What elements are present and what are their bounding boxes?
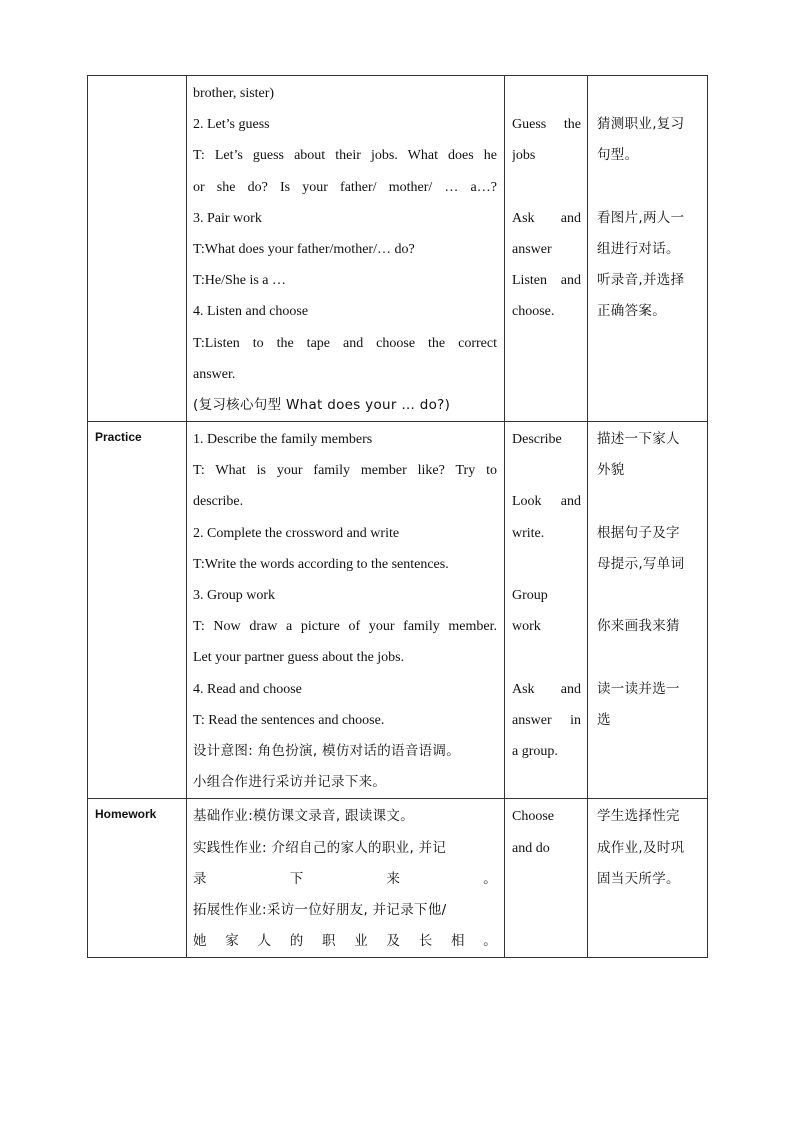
process-line: T: Let’s guess about their jobs. What does he: [193, 148, 497, 164]
process-line: 1. Describe the family members: [193, 432, 373, 448]
activity-line: work: [512, 619, 541, 635]
aim-line: 选: [597, 711, 611, 728]
aim-cell: [588, 422, 708, 799]
activity-line: answer in: [512, 712, 581, 728]
process-line: 3. Pair work: [193, 210, 262, 226]
activity-cell: [505, 76, 588, 422]
lesson-plan-table: [87, 75, 708, 958]
process-cell: [187, 422, 505, 799]
aim-line: [597, 390, 701, 421]
activity-line: Look and: [512, 494, 581, 510]
aim-line: 学生选择性完: [597, 808, 680, 825]
process-line: T: Read the sentences and choose.: [193, 712, 385, 728]
aim-line: [597, 359, 701, 390]
activity-line: [512, 390, 581, 421]
process-line: T:What does your father/mother/… do?: [193, 241, 415, 257]
process-line: 她家人的职业及长相。: [193, 933, 497, 950]
activity-line: Group: [512, 588, 548, 603]
aim-line: [597, 172, 701, 203]
aim-line: 成作业,及时巩: [597, 839, 685, 856]
process-line: 基础作业:模仿课文录音, 跟读课文。: [193, 808, 415, 825]
activity-line: [512, 359, 581, 390]
activity-line: [512, 328, 581, 359]
aim-cell: [588, 76, 708, 422]
process-line: T: Now draw a picture of your family member.: [193, 619, 497, 635]
stage-label: [88, 76, 186, 84]
activity-line: Ask and: [512, 210, 581, 226]
process-line: 小组合作进行采访并记录下来。: [193, 774, 387, 791]
aim-line: 看图片,两人一: [597, 209, 685, 226]
activity-line: [512, 642, 581, 673]
aim-line: [597, 736, 701, 767]
aim-line: [597, 926, 701, 957]
aim-line: 根据句子及字: [597, 524, 680, 541]
process-line: 2. Let’s guess: [193, 117, 270, 133]
process-line: T: What is your family member like? Try to: [193, 463, 497, 479]
process-line: 4. Read and choose: [193, 681, 302, 697]
activity-line: [512, 895, 581, 926]
aim-line: 外貌: [597, 462, 625, 479]
activity-line: [512, 549, 581, 580]
aim-line: 组进行对话。: [597, 240, 680, 257]
activity-line: answer: [512, 241, 552, 257]
row-homework: [88, 799, 708, 958]
process-line: T:He/She is a …: [193, 273, 287, 289]
aim-line: [597, 580, 701, 611]
activity-line: Guess the: [512, 117, 581, 133]
aim-line: 听录音,并选择: [597, 272, 685, 289]
row-practice: [88, 422, 708, 799]
aim-line: 读一读并选一: [597, 680, 680, 697]
process-line: 3. Group work: [193, 588, 276, 603]
aim-cell: [588, 799, 708, 958]
activity-line: a group.: [512, 743, 558, 759]
aim-line: [597, 642, 701, 673]
process-line: 2. Complete the crossword and write: [193, 525, 400, 541]
aim-line: [597, 78, 701, 109]
stage-cell: [88, 422, 187, 799]
activity-line: [512, 78, 581, 109]
activity-line: Describe: [512, 432, 562, 448]
process-line: brother, sister): [193, 86, 275, 101]
process-line: Let your partner guess about the jobs.: [193, 650, 405, 666]
aim-line: [597, 895, 701, 926]
activity-line: [512, 767, 581, 798]
stage-label: Homework: [95, 807, 157, 822]
activity-line: Choose: [512, 809, 554, 825]
activity-line: [512, 455, 581, 486]
process-cell: [187, 799, 505, 958]
aim-line: 母提示,写单词: [597, 555, 685, 572]
row-continuation: [88, 76, 708, 422]
aim-line: [597, 767, 701, 798]
stage-cell: [88, 799, 187, 958]
activity-line: [512, 926, 581, 957]
activity-line: choose.: [512, 304, 555, 320]
process-line: (复习核心句型 What does your … do?): [193, 396, 451, 413]
process-line: 4. Listen and choose: [193, 304, 309, 320]
process-line: T:Listen to the tape and choose the correct: [193, 335, 497, 351]
stage-label: Practice: [95, 430, 142, 445]
aim-line: 正确答案。: [597, 303, 666, 320]
process-line: 录下来。: [193, 870, 497, 887]
aim-line: 句型。: [597, 147, 639, 164]
process-line: 设计意图: 角色扮演, 模仿对话的语音语调。: [193, 742, 461, 759]
process-line: describe.: [193, 494, 244, 510]
aim-line: [597, 328, 701, 359]
aim-line: [597, 486, 701, 517]
process-line: answer.: [193, 366, 236, 382]
process-cell: [187, 76, 505, 422]
process-line: or she do? Is your father/ mother/ … a…?: [193, 179, 497, 195]
activity-line: [512, 172, 581, 203]
aim-line: 描述一下家人: [597, 431, 680, 448]
aim-line: 固当天所学。: [597, 870, 680, 887]
activity-line: Ask and: [512, 681, 581, 697]
activity-line: jobs: [512, 148, 536, 164]
process-line: 拓展性作业:采访一位好朋友, 并记录下他/: [193, 901, 447, 918]
aim-line: 猜测职业,复习: [597, 116, 685, 133]
activity-line: [512, 864, 581, 895]
activity-line: Listen and: [512, 273, 581, 289]
lesson-plan-body: [88, 76, 708, 958]
stage-cell: [88, 76, 187, 422]
process-line: 实践性作业: 介绍自己的家人的职业, 并记: [193, 839, 447, 856]
activity-line: write.: [512, 525, 545, 541]
activity-cell: [505, 799, 588, 958]
aim-line: 你来画我来猜: [597, 618, 680, 635]
activity-cell: [505, 422, 588, 799]
process-line: T:Write the words according to the sentences.: [193, 556, 449, 572]
activity-line: and do: [512, 840, 550, 856]
